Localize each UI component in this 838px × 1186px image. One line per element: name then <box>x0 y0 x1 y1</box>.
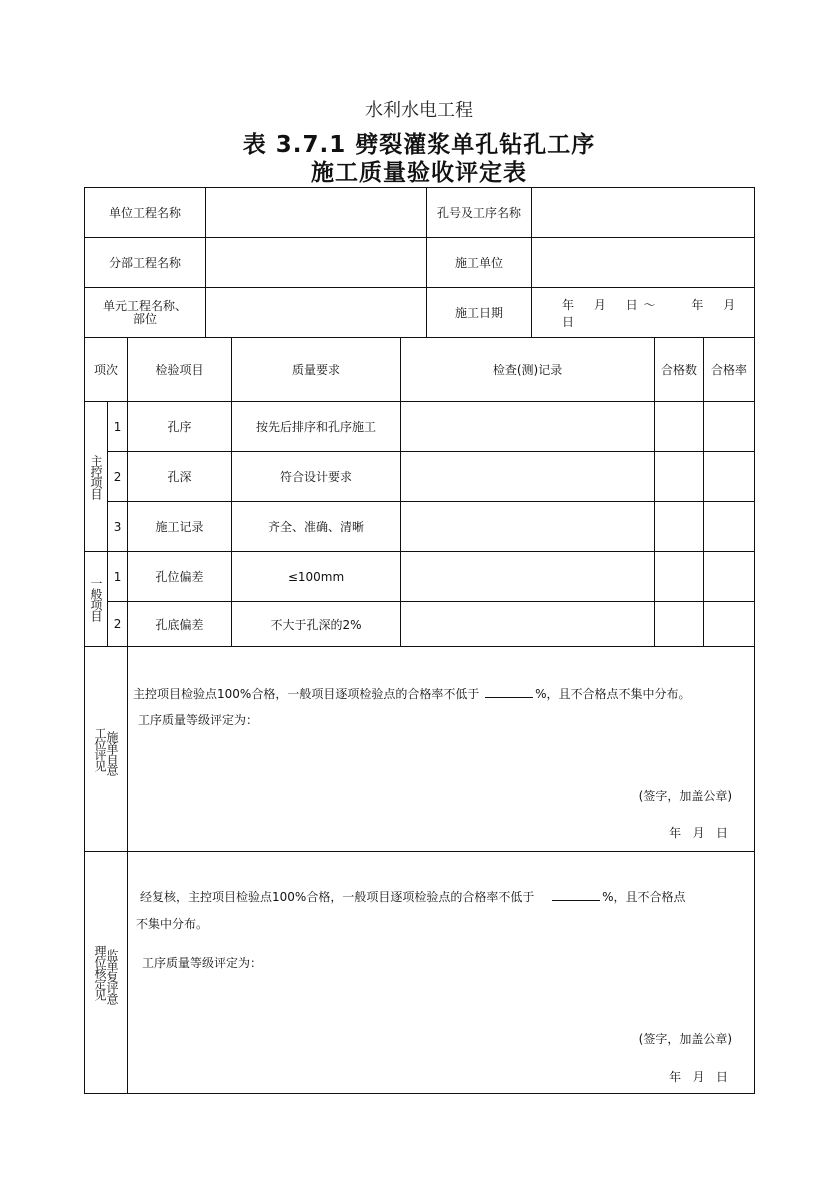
inspection-table <box>84 337 755 1094</box>
col-header-inspection-item: 检验项目 <box>128 338 232 402</box>
contractor-opinion-label-col2: 工位评见 <box>93 727 107 771</box>
hole-process-label: 孔号及工序名称 <box>427 188 532 238</box>
supervisor-opinion-label-col2: 理位核定见 <box>93 945 107 1000</box>
row-number: 1 <box>108 402 128 452</box>
sub-project-label: 分部工程名称 <box>85 238 206 288</box>
supervisor-grade-line <box>142 954 262 971</box>
record-field[interactable] <box>401 602 655 647</box>
date-year-start: 年 <box>562 297 575 312</box>
supervisor-opinion-content <box>128 852 755 1094</box>
record-field[interactable] <box>401 502 655 552</box>
supervisor-sign-date[interactable]: 年 月 日 <box>669 1070 729 1084</box>
date-day-start: 日 <box>625 297 638 312</box>
qualified-rate-field[interactable] <box>704 502 755 552</box>
supervisor-statement-tail: %，且不合格点 <box>602 890 686 904</box>
contractor-opinion-content <box>128 647 755 852</box>
sub-project-field[interactable] <box>206 238 427 288</box>
qualified-count-field[interactable] <box>655 452 704 502</box>
quality-requirement: 不大于孔深的2% <box>232 602 401 647</box>
supervisor-grade-label: 工序质量等级评定为： <box>142 956 263 970</box>
quality-requirement: 符合设计要求 <box>232 452 401 502</box>
info-row <box>85 238 755 288</box>
date-month-start: 月 <box>593 297 606 312</box>
qualified-count-field[interactable] <box>655 552 704 602</box>
info-row <box>85 288 755 338</box>
col-header-item-no: 项次 <box>85 338 128 402</box>
qualified-rate-field[interactable] <box>704 552 755 602</box>
date-range-tilde: ～ <box>643 297 656 312</box>
supervisor-opinion-statement <box>140 888 686 905</box>
unit-project-field[interactable] <box>206 188 427 238</box>
general-group-label <box>85 552 108 647</box>
supervisor-opinion-label <box>85 852 128 1094</box>
row-number: 3 <box>108 502 128 552</box>
element-project-label-line1: 单元工程名称、 <box>102 298 187 313</box>
record-field[interactable] <box>401 402 655 452</box>
project-info-table <box>84 187 755 338</box>
contractor-grade-label: 工序质量等级评定为： <box>138 713 259 727</box>
inspection-item: 孔序 <box>128 402 232 452</box>
document-title-line2: 施工质量验收评定表 <box>311 160 527 186</box>
inspection-item: 孔底偏差 <box>128 602 232 647</box>
supervisor-signature-note: (签字，加盖公章) <box>638 1032 733 1046</box>
supervisor-opinion-label-col1: 监单复评意 <box>105 949 119 1004</box>
contractor-statement-tail: %，且不合格点不集中分布。 <box>535 687 691 701</box>
contractor-rate-blank[interactable] <box>485 685 533 698</box>
construction-date-field[interactable] <box>532 288 755 338</box>
table-row <box>85 552 755 602</box>
qualified-count-field[interactable] <box>655 502 704 552</box>
table-row <box>85 502 755 552</box>
contractor-opinion-label <box>85 647 128 852</box>
quality-requirement: ≤100mm <box>232 552 401 602</box>
element-project-field[interactable] <box>206 288 427 338</box>
date-label: 施工日期 <box>427 288 532 338</box>
element-project-label-line2: 部位 <box>132 311 157 326</box>
table-row <box>85 602 755 647</box>
table-row <box>85 402 755 452</box>
unit-project-label: 单位工程名称 <box>85 188 206 238</box>
col-header-qualified-count: 合格数 <box>655 338 704 402</box>
supervisor-statement-line2: 不集中分布。 <box>136 917 209 931</box>
main-control-group-label <box>85 402 108 552</box>
element-project-label <box>85 288 206 338</box>
contractor-signature-note: (签字，加盖公章) <box>638 789 733 803</box>
supervisor-statement-text: 经复核，主控项目检验点100%合格，一般项目逐项检验点的合格率不低于 <box>140 890 535 904</box>
date-month-end: 月 <box>723 297 736 312</box>
record-field[interactable] <box>401 452 655 502</box>
hole-process-field[interactable] <box>532 188 755 238</box>
col-header-qualified-rate: 合格率 <box>704 338 755 402</box>
col-header-quality-requirement: 质量要求 <box>232 338 401 402</box>
qualified-rate-field[interactable] <box>704 452 755 502</box>
column-header-row <box>85 338 755 402</box>
contractor-field[interactable] <box>532 238 755 288</box>
date-year-end: 年 <box>691 297 704 312</box>
inspection-item: 孔位偏差 <box>128 552 232 602</box>
row-number: 1 <box>108 552 128 602</box>
contractor-statement-text: 主控项目检验点100%合格，一般项目逐项检验点的合格率不低于 <box>133 687 480 701</box>
info-row <box>85 188 755 238</box>
qualified-rate-field[interactable] <box>704 402 755 452</box>
document-title: 表 3.7.1 劈裂灌浆单孔钻孔工序 <box>242 132 596 158</box>
quality-requirement: 按先后排序和孔序施工 <box>232 402 401 452</box>
qualified-rate-field[interactable] <box>704 602 755 647</box>
quality-requirement: 齐全、准确、清晰 <box>232 502 401 552</box>
row-number: 2 <box>108 452 128 502</box>
supervisor-opinion-row <box>85 852 755 1094</box>
row-number: 2 <box>108 602 128 647</box>
inspection-item: 孔深 <box>128 452 232 502</box>
contractor-opinion-label-col1: 施单自意 <box>105 731 119 775</box>
col-header-record: 检查(测)记录 <box>401 338 655 402</box>
contractor-label: 施工单位 <box>427 238 532 288</box>
document-subtitle: 水利水电工程 <box>365 100 473 121</box>
contractor-opinion-statement <box>133 685 691 702</box>
general-label-text: 一般项目 <box>89 577 103 621</box>
record-field[interactable] <box>401 552 655 602</box>
inspection-item: 施工记录 <box>128 502 232 552</box>
qualified-count-field[interactable] <box>655 602 704 647</box>
supervisor-rate-blank[interactable] <box>552 888 600 901</box>
contractor-opinion-row <box>85 647 755 852</box>
table-row <box>85 452 755 502</box>
contractor-grade-line <box>138 711 258 728</box>
qualified-count-field[interactable] <box>655 402 704 452</box>
contractor-sign-date[interactable]: 年 月 日 <box>669 826 729 840</box>
main-control-label-text: 主控项目 <box>89 454 103 499</box>
date-day-end: 日 <box>562 314 575 329</box>
